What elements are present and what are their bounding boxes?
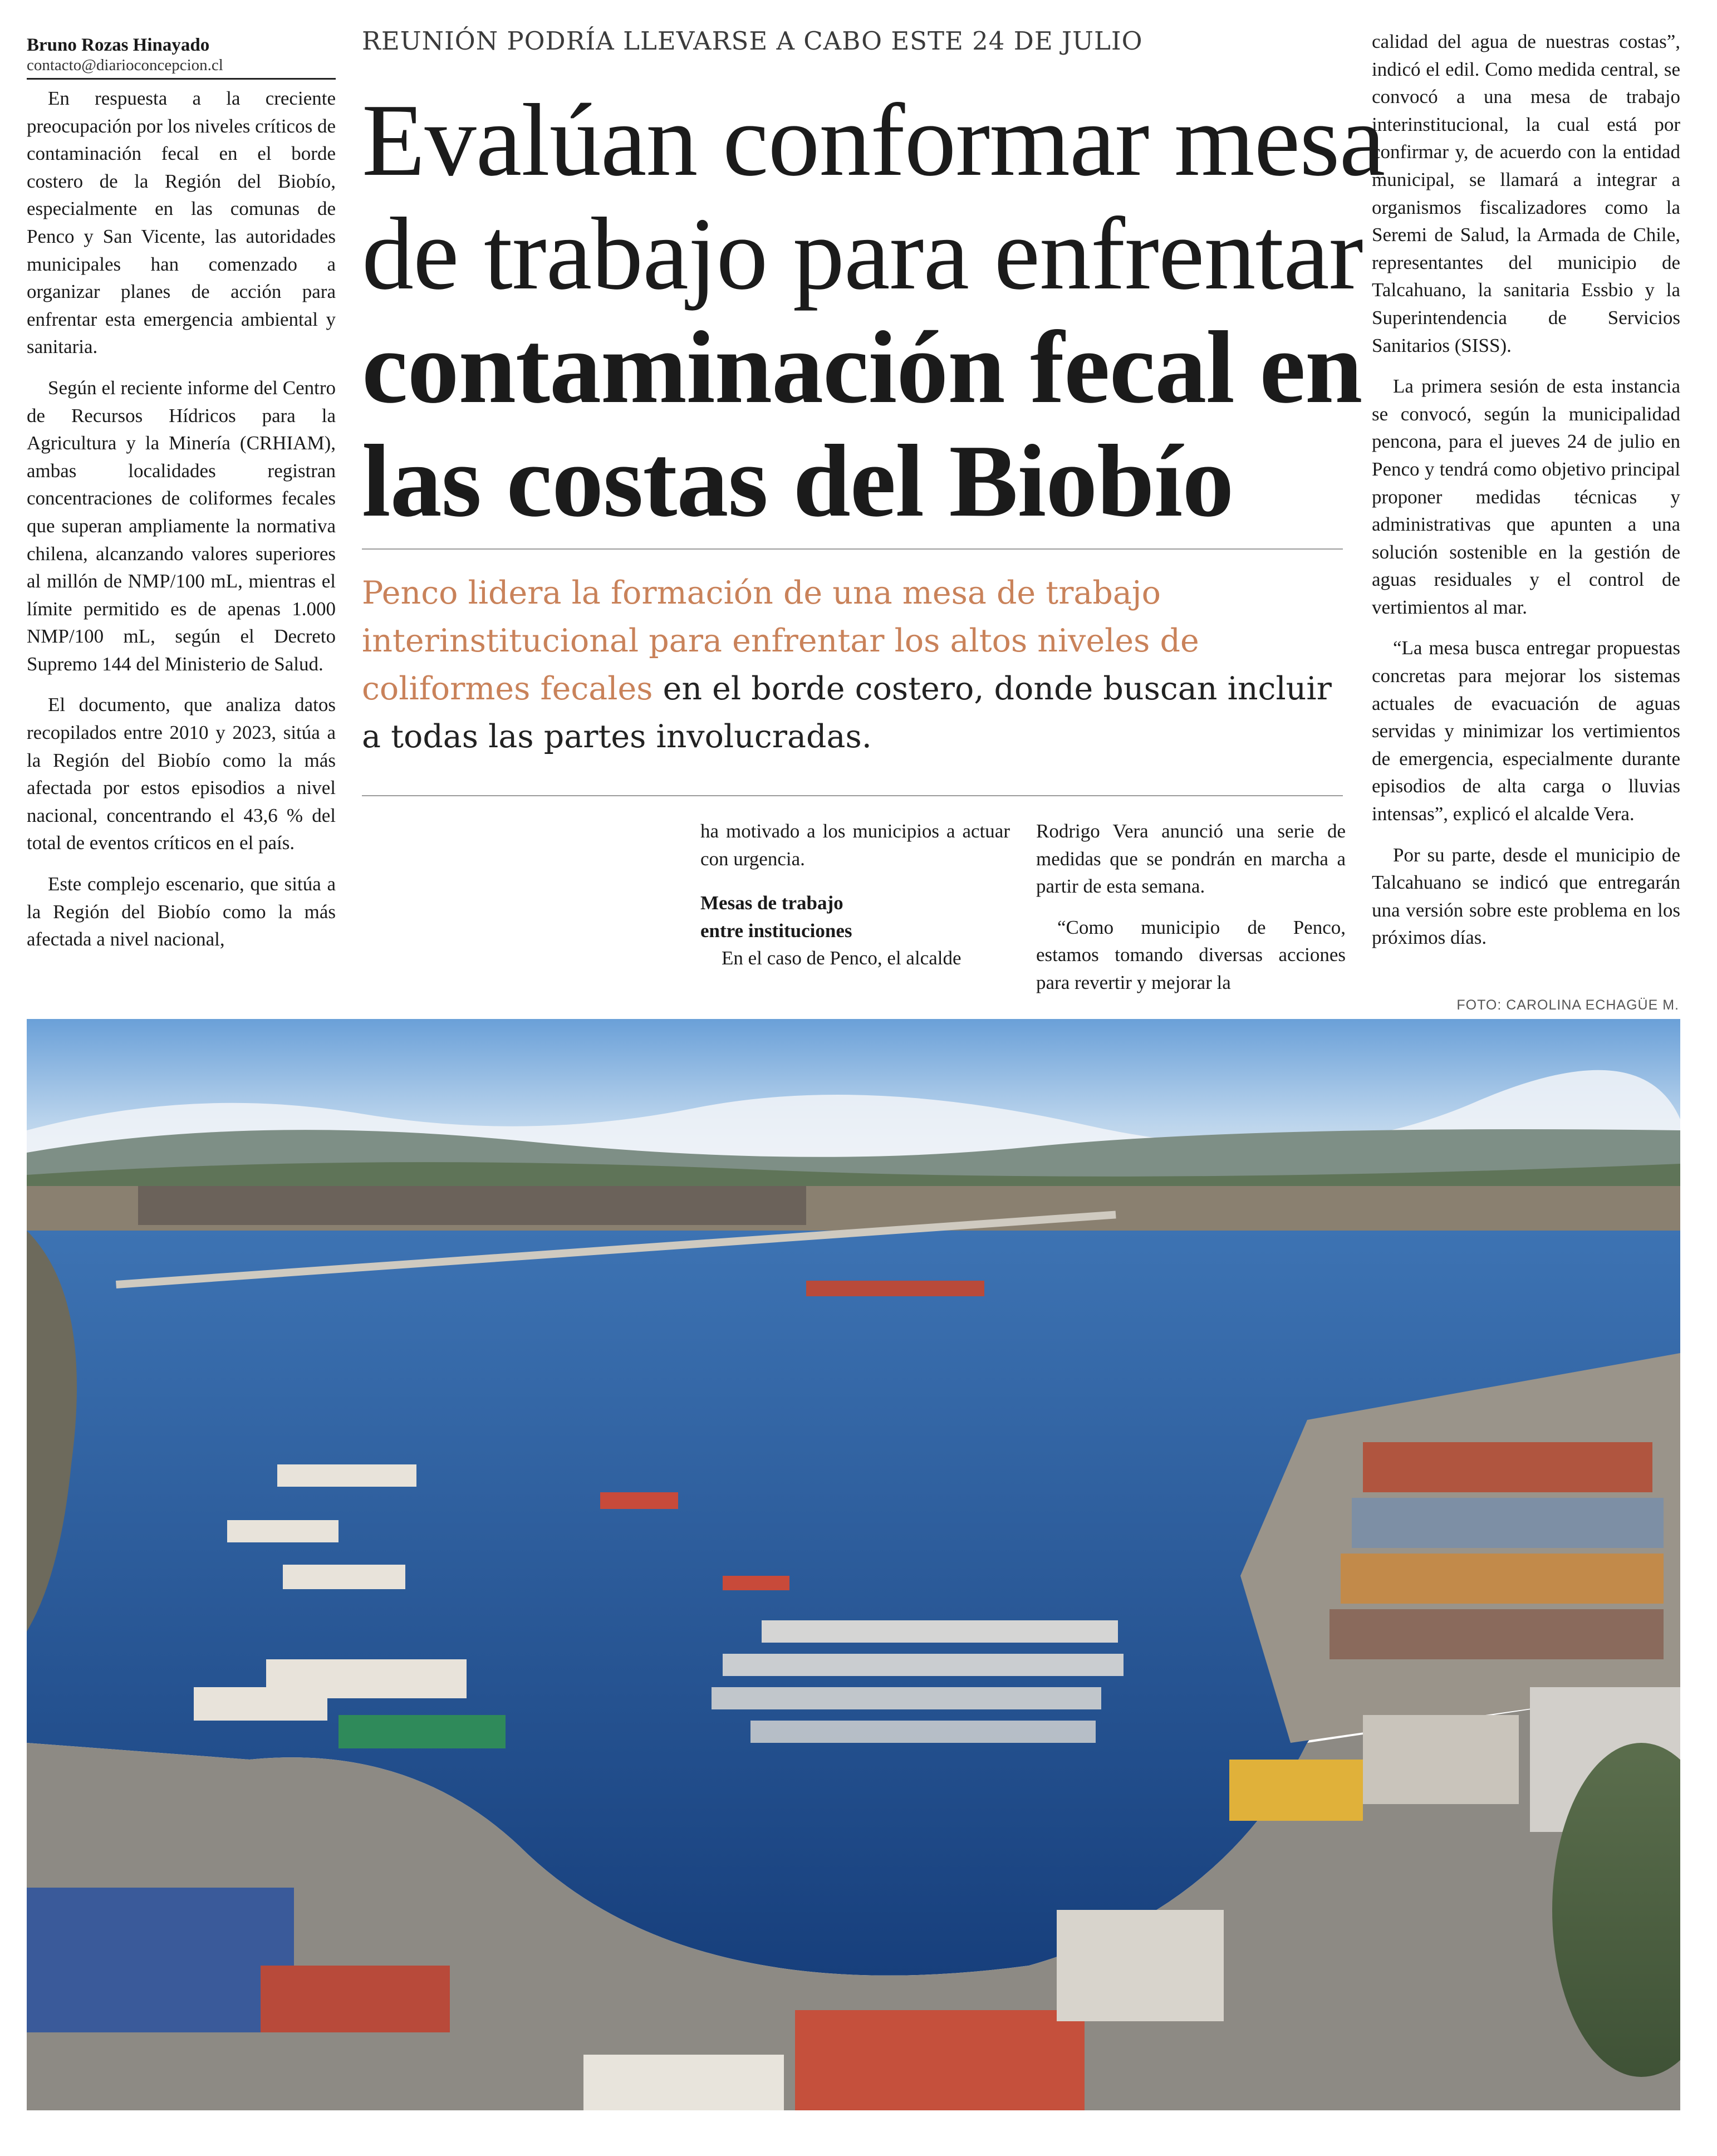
body-paragraph: “La mesa busca entregar propuestas concretas para mejorar los sistemas actuales de evacuación de aguas servidas y minimizar los vertimientos de emergencia, especialmente durante episodios de alta carga o lluvias intensas”, explicó el alcalde Vera. <box>1372 637 1680 825</box>
body-paragraph: En el caso de Penco, el alcalde <box>722 947 961 969</box>
byline <box>27 35 336 80</box>
body-paragraph: calidad del agua de nuestras costas”, indicó el edil. Como medida central, se convocó a una mesa de trabajo interinstitucional, la cual está por confirmar y, de acuerdo con la entidad municipal, se llamará a integrar a organismos fiscalizadores como la Seremi de Salud, la Armada de Chile, representantes del municipio de Talcahuano, la sanitaria Essbio y la Superintendencia de Servicios Sanitarios (SISS). <box>1372 31 1680 356</box>
body-paragraph: Por su parte, desde el municipio de Talcahuano se indicó que entregarán una versión sobre este problema en los próximos días. <box>1372 844 1680 949</box>
body-paragraph: El documento, que analiza datos recopilados entre 2010 y 2023, sitúa a la Región del Biobío como la más afectada por estos episodios a nivel nacional, concentrando el 43,6 % del total de eventos críticos en el país. <box>27 694 336 854</box>
headline-line: contaminación fecal en <box>362 310 1362 425</box>
body-paragraph: “Como municipio de Penco, estamos tomando diversas acciones para revertir y mejorar la <box>1036 916 1346 993</box>
article-column-3 <box>700 817 1010 972</box>
body-paragraph: La primera sesión de esta instancia se convocó, según la municipalidad penconа, para el jueves 24 de julio en Penco y tendrá como objetivo principal proponer medidas técnicas y administrativas que apunten a una solución sostenible en la gestión de aguas residuales y el control de vertimientos al mar. <box>1372 375 1680 618</box>
headline-line: las costas del Biobío <box>362 424 1234 538</box>
author-name: Bruno Rozas Hinayado <box>27 35 210 55</box>
body-paragraph: ha motivado a los municipios a actuar con urgencia. <box>700 820 1010 870</box>
headline-line: de trabajo para enfrentar <box>362 197 1363 311</box>
subhead-line: entre instituciones <box>700 919 852 942</box>
subhead-line: Mesas de trabajo <box>700 892 843 914</box>
kicker: REUNIÓN PODRÍA LLEVARSE A CABO ESTE 24 DE JULIO <box>362 26 1143 56</box>
port-aerial-illustration <box>27 1019 1680 2110</box>
body-paragraph: Rodrigo Vera anunció una serie de medidas que se pondrán en marcha a partir de esta semana. <box>1036 820 1346 898</box>
headline <box>362 83 1385 538</box>
article-column-5 <box>1372 28 1680 952</box>
photo-credit: FOTO: CAROLINA ECHAGÜE M. <box>1456 997 1679 1013</box>
article-column-1 <box>27 85 336 953</box>
body-paragraph: Este complejo escenario, que sitúa a la Región del Biobío como la más afectada a nivel nacional, <box>27 873 336 950</box>
article-column-4 <box>1036 817 1346 997</box>
lead-text: en el borde costero, donde buscan incluir a todas las partes involucradas. <box>362 670 1332 755</box>
section-subhead <box>700 889 1010 944</box>
divider <box>362 548 1343 550</box>
headline-line: Evalúan conformar mesa <box>362 83 1385 198</box>
author-email[interactable]: contacto@diarioconcepcion.cl <box>27 56 223 74</box>
lead-highlight: Penco lidera la formación de una mesa de trabajo interinstitucional para enfrentar los altos niveles de coliformes fecales <box>362 575 1199 707</box>
divider <box>362 795 1343 796</box>
port-aerial-photo <box>27 1019 1680 2110</box>
body-paragraph: En respuesta a la creciente preocupación por los niveles críticos de contaminación fecal en el borde costero de la Región del Biobío, especialmente en las comunas de Penco y San Vicente, las autoridades municipales han comenzado a organizar planes de acción para enfrentar esta emergencia ambiental y sanitaria. <box>27 87 336 358</box>
lead-paragraph <box>362 569 1358 761</box>
body-paragraph: Según el reciente informe del Centro de Recursos Hídricos para la Agricultura y la Minería (CRHIAM), ambas localidades registran concentraciones de coliformes fecales que superan ampliamente la normativa chilena, alcanzando valores superiores al millón de NMP/100 mL, mientras el límite permitido es de apenas 1.000 NMP/100 mL, según el Decreto Supremo 144 del Ministerio de Salud. <box>27 376 336 675</box>
